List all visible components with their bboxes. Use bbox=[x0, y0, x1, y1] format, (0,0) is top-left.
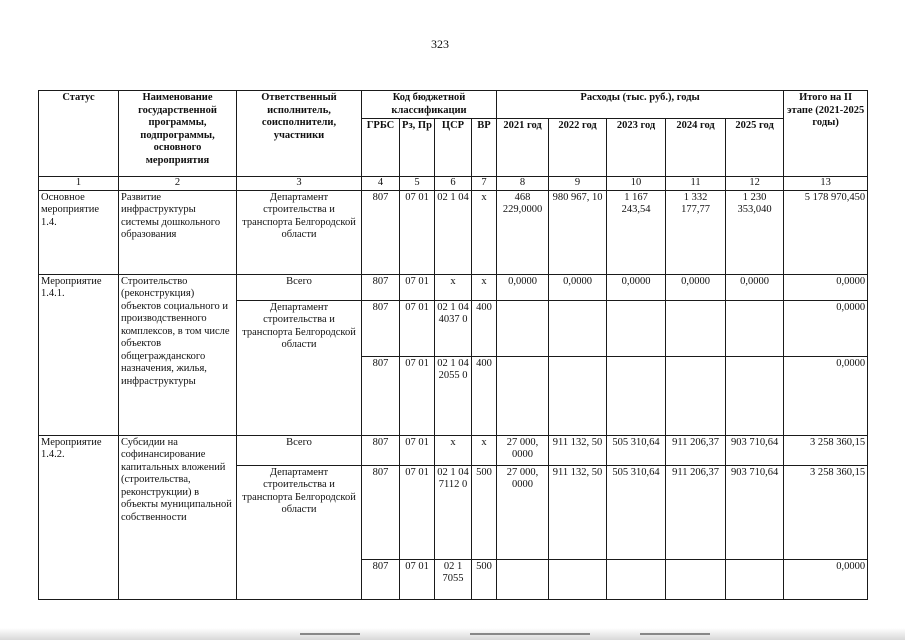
header-grbs: ГРБС bbox=[362, 119, 400, 177]
value-total: 0,0000 bbox=[784, 356, 868, 435]
value-2022 bbox=[549, 559, 607, 599]
table-row bbox=[39, 190, 868, 274]
col-num: 3 bbox=[237, 177, 362, 191]
vr-cell: 400 bbox=[472, 356, 497, 435]
value-total: 5 178 970,450 bbox=[784, 190, 868, 274]
csr-cell: 02 1 7055 bbox=[435, 559, 472, 599]
value-2023 bbox=[607, 559, 666, 599]
value-2024: 1 332 177,77 bbox=[666, 190, 726, 274]
vr-cell: 500 bbox=[472, 559, 497, 599]
vr-cell: х bbox=[472, 274, 497, 300]
page-number: 323 bbox=[431, 37, 449, 51]
col-num: 7 bbox=[472, 177, 497, 191]
value-2023 bbox=[607, 356, 666, 435]
rzpr-cell: 07 01 bbox=[400, 465, 435, 559]
header-budget-code: Код бюджетной классификации bbox=[362, 91, 497, 119]
executor-cell: Департамент строительства и транспорта Белгородской области bbox=[237, 465, 362, 599]
value-2022: 911 132, 50 bbox=[549, 465, 607, 559]
value-2023 bbox=[607, 300, 666, 356]
value-2022: 980 967, 10 bbox=[549, 190, 607, 274]
csr-cell: 02 1 04 4037 0 bbox=[435, 300, 472, 356]
value-2022 bbox=[549, 356, 607, 435]
col-num: 11 bbox=[666, 177, 726, 191]
value-2025: 0,0000 bbox=[726, 274, 784, 300]
csr-cell: 02 1 04 7112 0 bbox=[435, 465, 472, 559]
value-2024: 911 206,37 bbox=[666, 465, 726, 559]
value-total: 0,0000 bbox=[784, 274, 868, 300]
value-2025 bbox=[726, 300, 784, 356]
rzpr-cell: 07 01 bbox=[400, 190, 435, 274]
col-num: 6 bbox=[435, 177, 472, 191]
col-num: 9 bbox=[549, 177, 607, 191]
value-2021: 27 000, 0000 bbox=[497, 435, 549, 465]
value-2024: 0,0000 bbox=[666, 274, 726, 300]
value-2024 bbox=[666, 300, 726, 356]
value-2021: 0,0000 bbox=[497, 274, 549, 300]
value-2023: 0,0000 bbox=[607, 274, 666, 300]
grbs-cell: 807 bbox=[362, 300, 400, 356]
header-row-1 bbox=[39, 91, 868, 119]
name-cell: Субсидии на софинансирование капитальных вложений (строительства, реконструкции) в объекты муниципальной собственности bbox=[119, 435, 237, 599]
value-2024: 911 206,37 bbox=[666, 435, 726, 465]
value-2022: 0,0000 bbox=[549, 274, 607, 300]
header-status: Статус bbox=[39, 91, 119, 177]
value-2021 bbox=[497, 356, 549, 435]
header-name: Наименование государственной программы, подпрограммы, основного мероприятия bbox=[119, 91, 237, 177]
rzpr-cell: 07 01 bbox=[400, 435, 435, 465]
value-total: 0,0000 bbox=[784, 300, 868, 356]
executor-cell: Департамент строительства и транспорта Белгородской области bbox=[237, 300, 362, 435]
table-row bbox=[39, 274, 868, 300]
name-cell: Развитие инфраструктуры системы дошкольного образования bbox=[119, 190, 237, 274]
header-csr: ЦСР bbox=[435, 119, 472, 177]
header-2021: 2021 год bbox=[497, 119, 549, 177]
header-2025: 2025 год bbox=[726, 119, 784, 177]
csr-cell: 02 1 04 bbox=[435, 190, 472, 274]
status-cell: Мероприятие 1.4.2. bbox=[39, 435, 119, 599]
value-2023: 1 167 243,54 bbox=[607, 190, 666, 274]
grbs-cell: 807 bbox=[362, 274, 400, 300]
col-num: 2 bbox=[119, 177, 237, 191]
executor-cell: Всего bbox=[237, 435, 362, 465]
col-num: 10 bbox=[607, 177, 666, 191]
status-cell: Мероприятие 1.4.1. bbox=[39, 274, 119, 435]
value-2024 bbox=[666, 559, 726, 599]
value-2022: 911 132, 50 bbox=[549, 435, 607, 465]
header-2023: 2023 год bbox=[607, 119, 666, 177]
executor-cell: Всего bbox=[237, 274, 362, 300]
col-num: 13 bbox=[784, 177, 868, 191]
rzpr-cell: 07 01 bbox=[400, 356, 435, 435]
value-2025: 1 230 353,040 bbox=[726, 190, 784, 274]
header-2022: 2022 год bbox=[549, 119, 607, 177]
col-num: 5 bbox=[400, 177, 435, 191]
grbs-cell: 807 bbox=[362, 190, 400, 274]
rzpr-cell: 07 01 bbox=[400, 274, 435, 300]
value-2021 bbox=[497, 559, 549, 599]
value-2024 bbox=[666, 356, 726, 435]
grbs-cell: 807 bbox=[362, 559, 400, 599]
header-expenses: Расходы (тыс. руб.), годы bbox=[497, 91, 784, 119]
value-2025: 903 710,64 bbox=[726, 465, 784, 559]
header-rzpr: Рз, Пр bbox=[400, 119, 435, 177]
value-2025 bbox=[726, 559, 784, 599]
rzpr-cell: 07 01 bbox=[400, 559, 435, 599]
value-2023: 505 310,64 bbox=[607, 435, 666, 465]
value-2025 bbox=[726, 356, 784, 435]
csr-cell: 02 1 04 2055 0 bbox=[435, 356, 472, 435]
value-2022 bbox=[549, 300, 607, 356]
value-2025: 903 710,64 bbox=[726, 435, 784, 465]
header-2024: 2024 год bbox=[666, 119, 726, 177]
value-total: 0,0000 bbox=[784, 559, 868, 599]
csr-cell: х bbox=[435, 274, 472, 300]
executor-cell: Департамент строительства и транспорта Белгородской области bbox=[237, 190, 362, 274]
vr-cell: х bbox=[472, 190, 497, 274]
scan-bottom-edge bbox=[0, 628, 905, 640]
csr-cell: х bbox=[435, 435, 472, 465]
status-cell: Основное мероприятие 1.4. bbox=[39, 190, 119, 274]
scan-artifact bbox=[640, 633, 710, 635]
value-total: 3 258 360,15 bbox=[784, 465, 868, 559]
col-num: 1 bbox=[39, 177, 119, 191]
rzpr-cell: 07 01 bbox=[400, 300, 435, 356]
vr-cell: 400 bbox=[472, 300, 497, 356]
value-2021 bbox=[497, 300, 549, 356]
name-cell: Строительство (реконструкция) объектов социального и производственного комплексов, в том числе объектов общегражданского назначения, жилья, инфраструктуры bbox=[119, 274, 237, 435]
scan-artifact bbox=[470, 633, 590, 635]
col-num: 4 bbox=[362, 177, 400, 191]
grbs-cell: 807 bbox=[362, 356, 400, 435]
vr-cell: х bbox=[472, 435, 497, 465]
value-total: 3 258 360,15 bbox=[784, 435, 868, 465]
header-vr: ВР bbox=[472, 119, 497, 177]
column-numbers-row bbox=[39, 177, 868, 191]
value-2021: 468 229,0000 bbox=[497, 190, 549, 274]
table-row bbox=[39, 435, 868, 465]
budget-table bbox=[38, 90, 868, 600]
value-2023: 505 310,64 bbox=[607, 465, 666, 559]
grbs-cell: 807 bbox=[362, 435, 400, 465]
vr-cell: 500 bbox=[472, 465, 497, 559]
header-executor: Ответственный исполнитель, соисполнители, участники bbox=[237, 91, 362, 177]
grbs-cell: 807 bbox=[362, 465, 400, 559]
value-2021: 27 000, 0000 bbox=[497, 465, 549, 559]
col-num: 12 bbox=[726, 177, 784, 191]
col-num: 8 bbox=[497, 177, 549, 191]
header-total: Итого на II этапе (2021-2025 годы) bbox=[784, 91, 868, 177]
scan-artifact bbox=[300, 633, 360, 635]
